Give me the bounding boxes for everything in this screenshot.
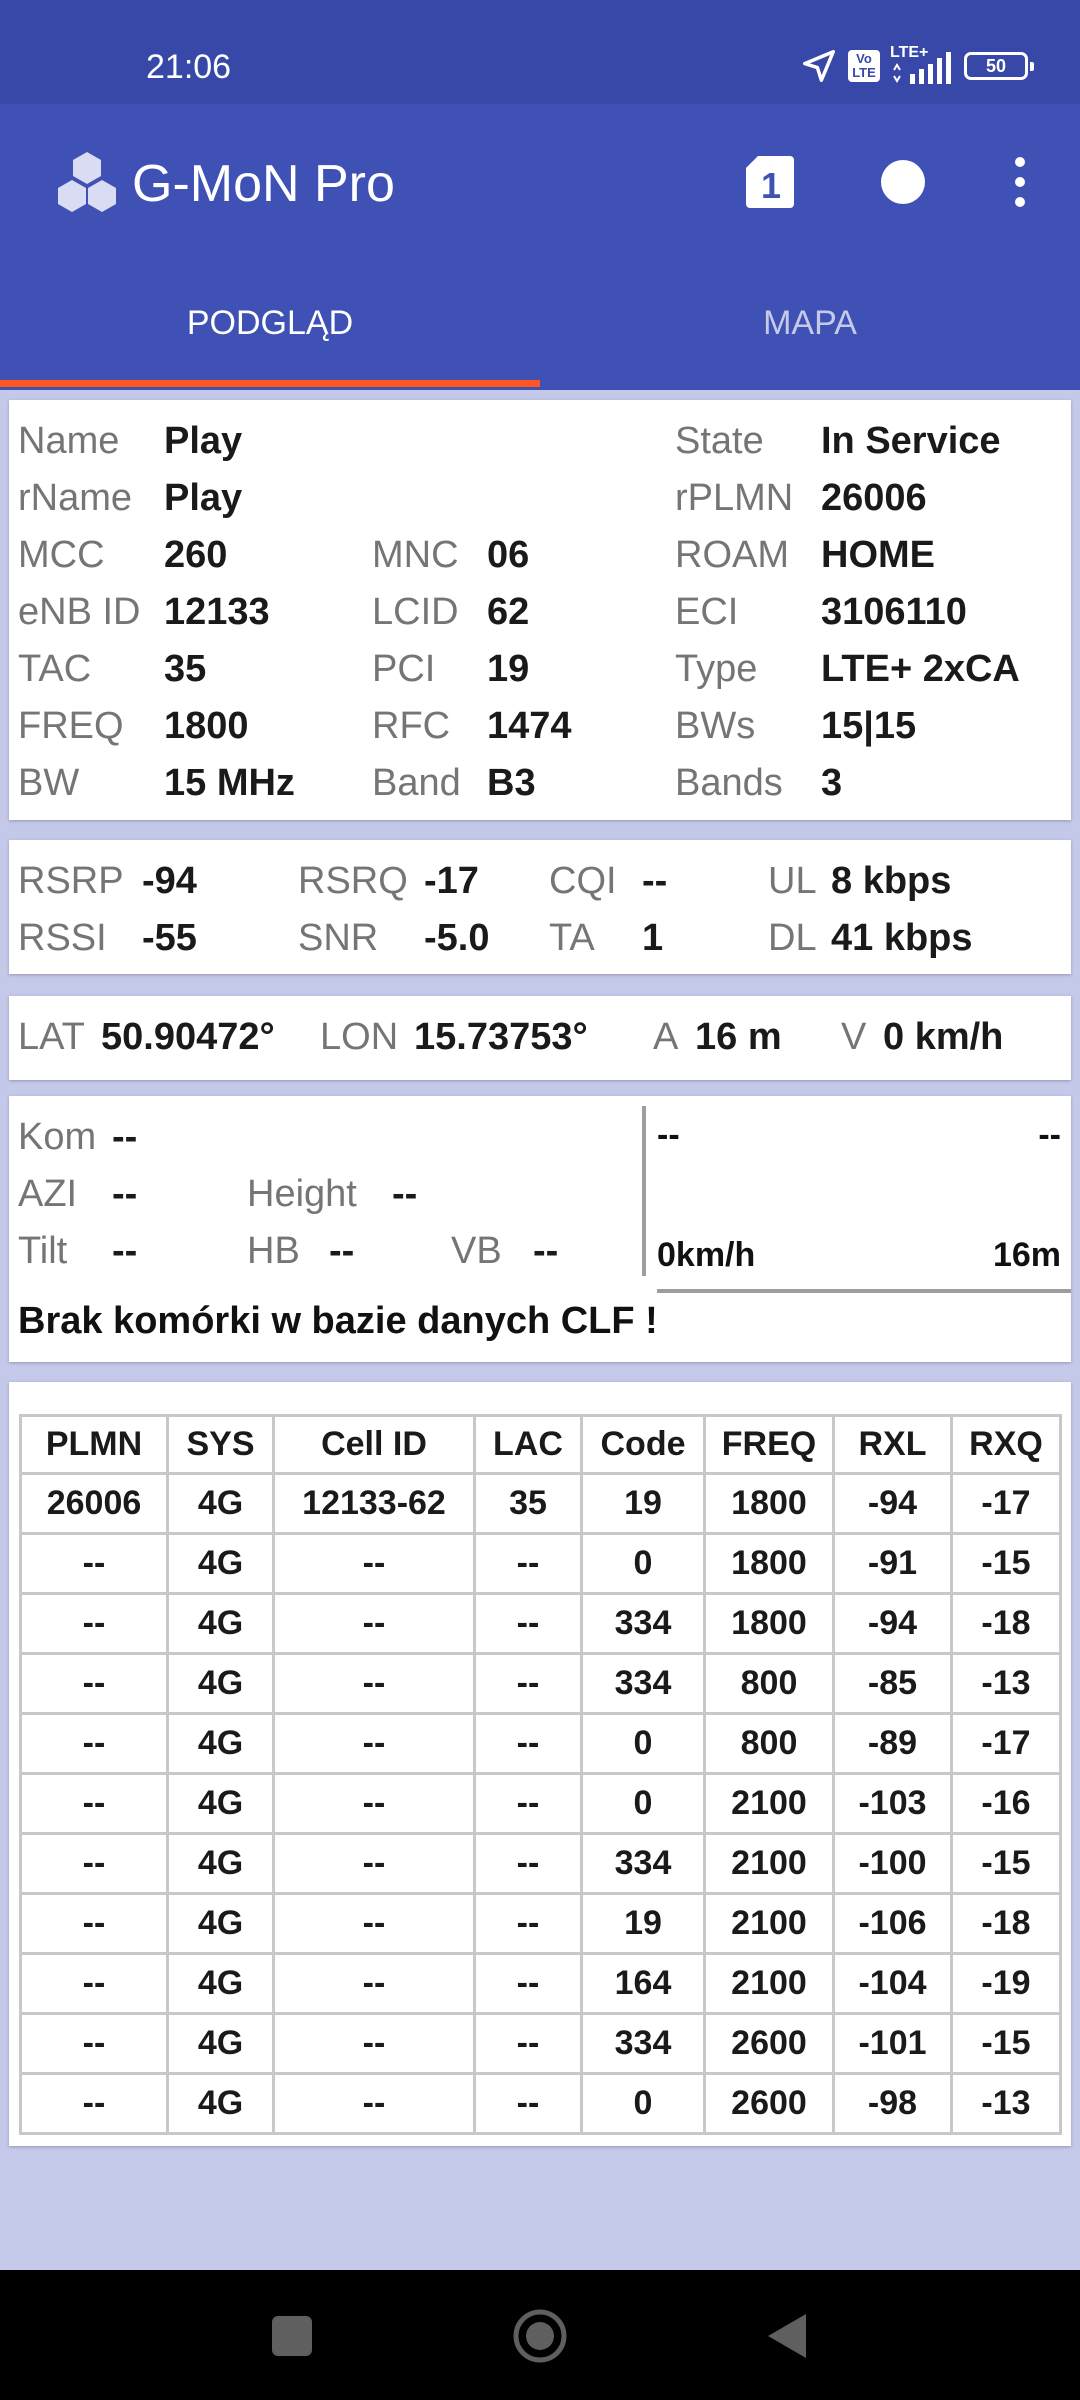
table-row <box>21 1894 1061 1954</box>
ul-value: 8 kbps <box>831 860 952 902</box>
table-cell: -- <box>274 2014 475 2074</box>
table-cell: -- <box>475 1894 582 1954</box>
alt-label: A <box>653 1016 679 1058</box>
rfc-label: RFC <box>372 705 451 747</box>
bws-label: BWs <box>675 705 756 747</box>
svg-text:1: 1 <box>760 165 782 206</box>
table-cell: 334 <box>582 1834 705 1894</box>
table-cell: -- <box>274 1774 475 1834</box>
table-cell: 2600 <box>705 2074 834 2134</box>
table-cell: 1800 <box>705 1594 834 1654</box>
table-cell: 800 <box>705 1714 834 1774</box>
table-cell: -- <box>475 1534 582 1594</box>
sim-icon[interactable] <box>744 154 796 210</box>
snr-value: -5.0 <box>424 917 490 959</box>
table-cell: -- <box>475 2074 582 2134</box>
lat-value: 50.90472° <box>101 1016 275 1058</box>
table-cell: -- <box>21 1594 168 1654</box>
table-cell: 164 <box>582 1954 705 2014</box>
mcc-value: 260 <box>164 534 228 576</box>
state-value: In Service <box>821 420 1001 462</box>
table-row <box>21 1834 1061 1894</box>
table-cell: -13 <box>952 2074 1061 2134</box>
table-row <box>21 1594 1061 1654</box>
column-header: RXQ <box>952 1416 1061 1474</box>
table-cell: -- <box>274 1714 475 1774</box>
vb-value: -- <box>533 1230 559 1272</box>
rssi-value: -55 <box>142 917 197 959</box>
eci-label: ECI <box>675 591 739 633</box>
type-label: Type <box>675 648 758 690</box>
rname-label: rName <box>18 477 133 519</box>
table-cell: -103 <box>834 1774 952 1834</box>
mcc-label: MCC <box>18 534 105 576</box>
bw-value: 15 MHz <box>164 762 295 804</box>
table-cell: 35 <box>475 1474 582 1534</box>
speed-label: V <box>841 1016 867 1058</box>
table-cell: -- <box>21 1894 168 1954</box>
table-cell: -- <box>21 1834 168 1894</box>
table-cell: -- <box>475 1714 582 1774</box>
table-cell: -- <box>21 2074 168 2134</box>
site-divider <box>642 1106 646 1276</box>
tilt-value: -- <box>112 1230 138 1272</box>
table-cell: 4G <box>168 1474 274 1534</box>
table-cell: 4G <box>168 1954 274 2014</box>
site-card <box>9 1096 1071 1362</box>
lcid-value: 62 <box>487 591 530 633</box>
table-cell: 4G <box>168 1594 274 1654</box>
table-cell: -- <box>475 1774 582 1834</box>
cqi-value: -- <box>642 860 668 902</box>
height-value: -- <box>392 1173 418 1215</box>
table-cell: 0 <box>582 2074 705 2134</box>
rssi-label: RSSI <box>18 917 107 959</box>
table-cell: -19 <box>952 1954 1061 2014</box>
table-cell: 26006 <box>21 1474 168 1534</box>
vb-label: VB <box>451 1230 502 1272</box>
table-cell: -17 <box>952 1714 1061 1774</box>
table-row <box>21 1774 1061 1834</box>
table-cell: -- <box>21 1954 168 2014</box>
table-cell: -- <box>274 1534 475 1594</box>
column-header: Code <box>582 1416 705 1474</box>
table-cell: -100 <box>834 1834 952 1894</box>
status-bar <box>0 0 1080 104</box>
table-cell: -- <box>274 1894 475 1954</box>
table-cell: 2100 <box>705 1954 834 2014</box>
azi-value: -- <box>112 1173 138 1215</box>
pci-label: PCI <box>372 648 436 690</box>
table-cell: -- <box>21 1534 168 1594</box>
battery-icon: 50 <box>964 52 1028 80</box>
app-title: G-MoN Pro <box>132 155 395 213</box>
table-cell: 334 <box>582 1594 705 1654</box>
ta-label: TA <box>549 917 595 959</box>
mini-top-left: -- <box>657 1116 680 1154</box>
table-cell: 334 <box>582 1654 705 1714</box>
column-header: FREQ <box>705 1416 834 1474</box>
table-row <box>21 1714 1061 1774</box>
back-triangle-icon[interactable] <box>760 2308 816 2364</box>
table-cell: -94 <box>834 1474 952 1534</box>
alt-value: 16 m <box>695 1016 782 1058</box>
pci-value: 19 <box>487 648 530 690</box>
table-cell: -106 <box>834 1894 952 1954</box>
column-header: Cell ID <box>274 1416 475 1474</box>
rsrq-label: RSRQ <box>298 860 408 902</box>
ta-value: 1 <box>642 917 664 959</box>
mini-chart-line <box>657 1289 1071 1293</box>
column-header: SYS <box>168 1416 274 1474</box>
table-cell: 4G <box>168 1774 274 1834</box>
table-cell: 12133-62 <box>274 1474 475 1534</box>
table-cell: -89 <box>834 1714 952 1774</box>
signal-icon: LTE+ <box>890 46 954 86</box>
mnc-label: MNC <box>372 534 459 576</box>
rplmn-label: rPLMN <box>675 477 794 519</box>
speed-value: 0 km/h <box>883 1016 1004 1058</box>
table-cell: 4G <box>168 1894 274 1954</box>
table-cell: -104 <box>834 1954 952 2014</box>
status-time: 21:06 <box>146 48 232 86</box>
type-value: LTE+ 2xCA <box>821 648 1020 690</box>
table-cell: 4G <box>168 1834 274 1894</box>
table-cell: -15 <box>952 1834 1061 1894</box>
freq-label: FREQ <box>18 705 124 747</box>
table-cell: -91 <box>834 1534 952 1594</box>
mini-top-right: -- <box>1038 1116 1061 1154</box>
table-cell: -13 <box>952 1654 1061 1714</box>
eci-value: 3106110 <box>821 591 967 633</box>
column-header: RXL <box>834 1416 952 1474</box>
table-cell: 4G <box>168 1654 274 1714</box>
mnc-value: 06 <box>487 534 530 576</box>
table-cell: -- <box>475 1834 582 1894</box>
table-cell: 1800 <box>705 1474 834 1534</box>
table-cell: -- <box>475 1954 582 2014</box>
table-row <box>21 1654 1061 1714</box>
volte-icon: Vo LTE <box>848 50 880 82</box>
table-row <box>21 1534 1061 1594</box>
app-bar <box>0 104 1080 390</box>
roam-value: HOME <box>821 534 935 576</box>
lcid-label: LCID <box>372 591 459 633</box>
table-cell: -- <box>475 1594 582 1654</box>
table-cell: 1800 <box>705 1534 834 1594</box>
lon-value: 15.73753° <box>414 1016 588 1058</box>
table-cell: -- <box>475 2014 582 2074</box>
tac-value: 35 <box>164 648 207 690</box>
rfc-value: 1474 <box>487 705 572 747</box>
table-cell: -18 <box>952 1594 1061 1654</box>
table-cell: 19 <box>582 1894 705 1954</box>
table-cell: 0 <box>582 1774 705 1834</box>
state-label: State <box>675 420 764 462</box>
home-circle-icon[interactable] <box>512 2308 568 2364</box>
status-icons <box>800 46 1028 86</box>
bands-label: Bands <box>675 762 783 804</box>
table-cell: -- <box>274 1954 475 2014</box>
height-label: Height <box>247 1173 357 1215</box>
navigation-bar <box>0 2270 1080 2400</box>
neighbors-card <box>9 1382 1071 2146</box>
table-cell: 4G <box>168 1534 274 1594</box>
table-cell: -17 <box>952 1474 1061 1534</box>
dl-label: DL <box>768 917 817 959</box>
hb-value: -- <box>329 1230 355 1272</box>
hb-label: HB <box>247 1230 300 1272</box>
more-vert-icon[interactable] <box>1000 154 1040 210</box>
bands-value: 3 <box>821 762 843 804</box>
table-cell: -- <box>21 1714 168 1774</box>
mini-altitude: 16m <box>992 1236 1061 1274</box>
table-row <box>21 1954 1061 2014</box>
location-arrow-icon <box>800 47 838 85</box>
tab-indicator <box>0 380 540 387</box>
table-cell: -85 <box>834 1654 952 1714</box>
column-header: PLMN <box>21 1416 168 1474</box>
rsrp-value: -94 <box>142 860 197 902</box>
tab-mapa[interactable]: MAPA <box>763 304 857 342</box>
band-value: B3 <box>487 762 536 804</box>
bws-value: 15|15 <box>821 705 917 747</box>
table-cell: 0 <box>582 1534 705 1594</box>
location-card <box>9 996 1071 1080</box>
table-cell: -- <box>21 1774 168 1834</box>
enb-value: 12133 <box>164 591 270 633</box>
table-cell: -- <box>475 1654 582 1714</box>
table-cell: 4G <box>168 1714 274 1774</box>
lon-label: LON <box>320 1016 399 1058</box>
table-cell: -- <box>274 1654 475 1714</box>
table-cell: 2100 <box>705 1894 834 1954</box>
column-header: LAC <box>475 1416 582 1474</box>
table-cell: -- <box>274 1594 475 1654</box>
bw-label: BW <box>18 762 80 804</box>
name-label: Name <box>18 420 120 462</box>
snr-label: SNR <box>298 917 379 959</box>
table-cell: -18 <box>952 1894 1061 1954</box>
table-cell: 334 <box>582 2014 705 2074</box>
table-cell: -- <box>21 1654 168 1714</box>
table-cell: 19 <box>582 1474 705 1534</box>
record-dot-icon[interactable] <box>881 160 925 204</box>
table-cell: -15 <box>952 1534 1061 1594</box>
table-cell: 2100 <box>705 1774 834 1834</box>
table-row <box>21 2074 1061 2134</box>
table-cell: 2100 <box>705 1834 834 1894</box>
table-row <box>21 2014 1061 2074</box>
table-cell: 4G <box>168 2014 274 2074</box>
signal-card <box>9 840 1071 974</box>
recents-square-icon[interactable] <box>264 2308 320 2364</box>
tab-podglad[interactable]: PODGLĄD <box>186 304 354 342</box>
rplmn-value: 26006 <box>821 477 927 519</box>
table-row <box>21 1474 1061 1534</box>
table-cell: 4G <box>168 2074 274 2134</box>
mini-speed: 0km/h <box>657 1236 756 1274</box>
tac-label: TAC <box>18 648 92 690</box>
azi-label: AZI <box>18 1173 78 1215</box>
rname-value: Play <box>164 477 243 519</box>
neighbors-table <box>19 1414 1062 2135</box>
table-cell: -- <box>274 1834 475 1894</box>
enb-label: eNB ID <box>18 591 141 633</box>
name-value: Play <box>164 420 243 462</box>
rsrp-label: RSRP <box>18 860 124 902</box>
rsrq-value: -17 <box>424 860 479 902</box>
kom-value: -- <box>112 1116 138 1158</box>
table-cell: -16 <box>952 1774 1061 1834</box>
tilt-label: Tilt <box>18 1230 68 1272</box>
table-cell: 0 <box>582 1714 705 1774</box>
table-cell: -98 <box>834 2074 952 2134</box>
ul-label: UL <box>768 860 817 902</box>
cubes-logo-icon <box>52 148 122 218</box>
table-cell: -15 <box>952 2014 1061 2074</box>
roam-label: ROAM <box>675 534 789 576</box>
table-cell: 800 <box>705 1654 834 1714</box>
freq-value: 1800 <box>164 705 249 747</box>
kom-label: Kom <box>18 1116 97 1158</box>
cell-info-card <box>9 400 1071 820</box>
table-cell: 2600 <box>705 2014 834 2074</box>
band-label: Band <box>372 762 461 804</box>
clf-message: Brak komórki w bazie danych CLF ! <box>18 1300 658 1342</box>
table-cell: -94 <box>834 1594 952 1654</box>
lat-label: LAT <box>18 1016 85 1058</box>
table-header-row <box>21 1416 1061 1474</box>
table-cell: -- <box>21 2014 168 2074</box>
cqi-label: CQI <box>549 860 617 902</box>
dl-value: 41 kbps <box>831 917 973 959</box>
table-cell: -- <box>274 2074 475 2134</box>
table-cell: -101 <box>834 2014 952 2074</box>
